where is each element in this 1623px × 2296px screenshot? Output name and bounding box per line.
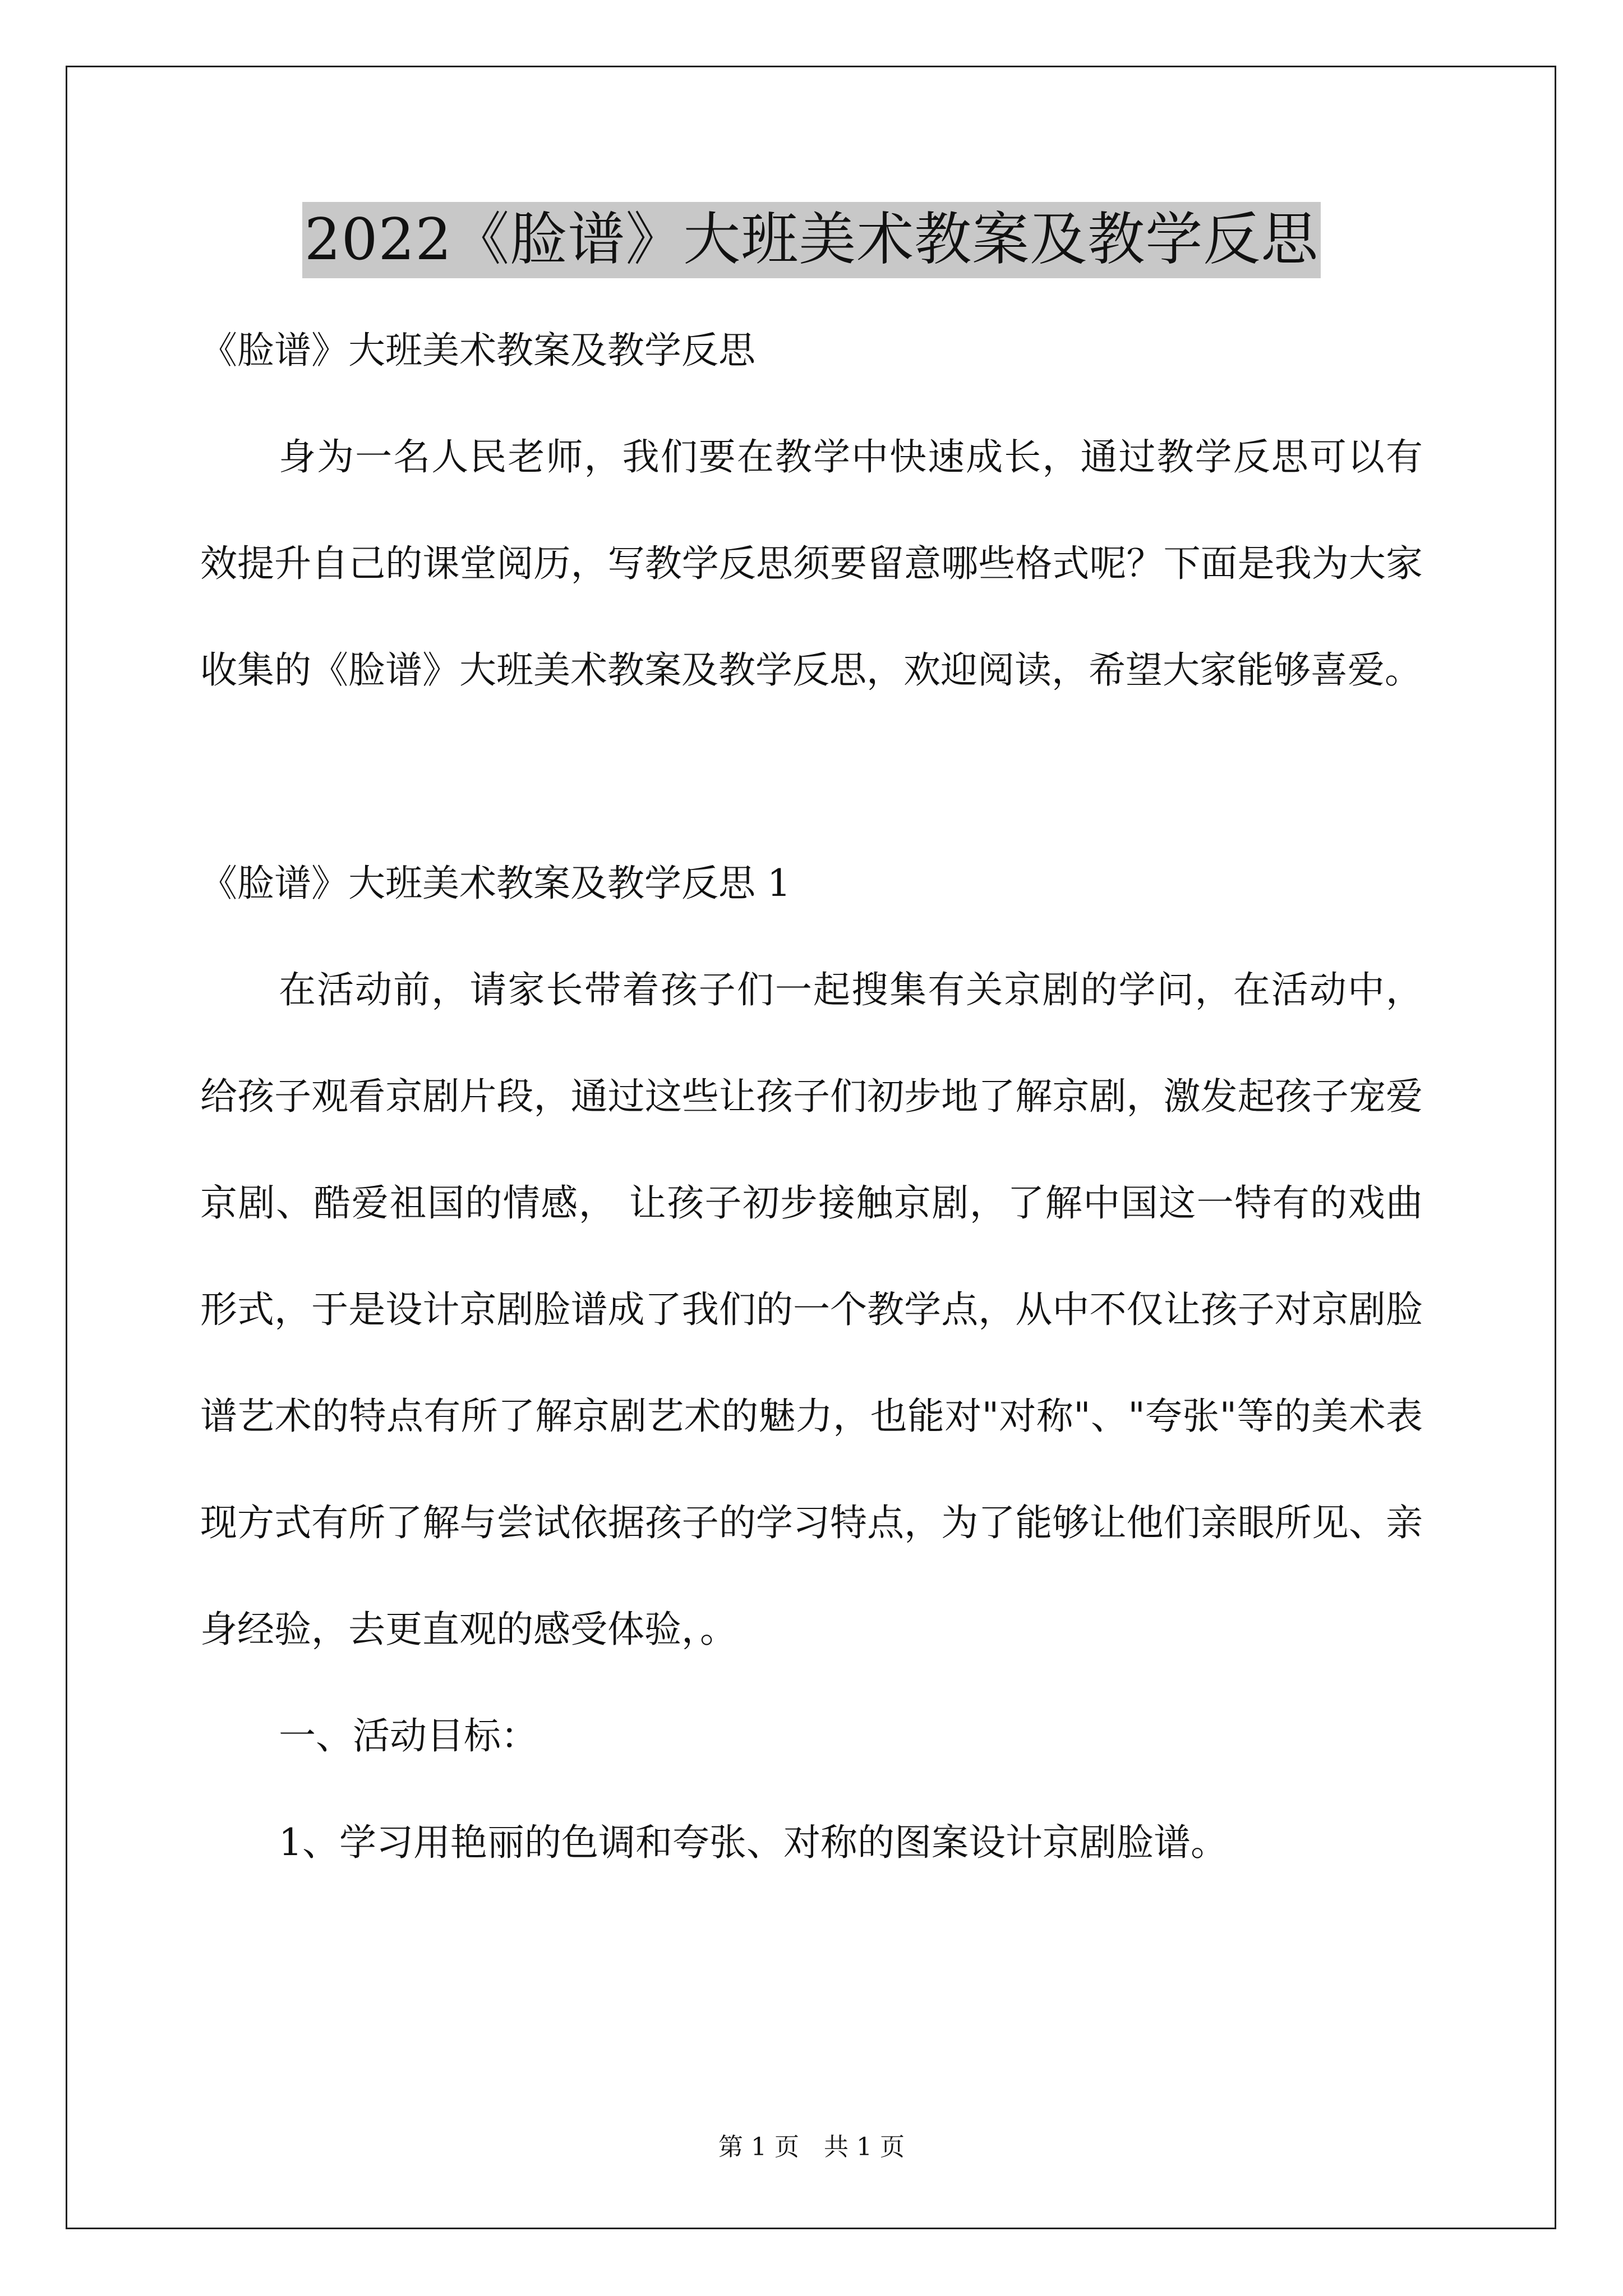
- goal-item-1: 1、学习用艳丽的色调和夸张、对称的图案设计京剧脸谱。: [279, 1821, 1228, 1864]
- title-container: [0, 202, 1623, 278]
- spacer: [200, 724, 1423, 830]
- page-footer: 第 1 页 共 1 页: [718, 2133, 905, 2161]
- document-title: 2022《脸谱》大班美术教案及教学反思: [302, 202, 1321, 278]
- document-body: [200, 297, 1423, 1896]
- goals-heading: 一、活动目标：: [279, 1714, 538, 1757]
- intro-paragraph: 身为一名人民老师，我们要在教学中快速成长，通过教学反思可以有效提升自己的课堂阅历，写教学反思须要留意哪些格式呢？下面是我为大家收集的《脸谱》大班美术教案及教学反思，欢迎阅读，希望大家能够喜爱。: [200, 435, 1423, 692]
- section-heading: 《脸谱》大班美术教案及教学反思 1: [200, 862, 791, 905]
- section-paragraph: 在活动前，请家长带着孩子们一起搜集有关京剧的学问，在活动中，给孩子观看京剧片段，通过这些让孩子们初步地了解京剧，激发起孩子宠爱京剧、酷爱祖国的情感， 让孩子初步接触京剧，了解中国这一特有的戏曲形式，于是设计京剧脸谱成了我们的一个教学点，从中不仅让孩子对京剧脸谱艺术的特点有所了解京剧艺术的魅力，也能对"对称"、"夸张"等的美术表现方式有所了解与尝试依据孩子的学习特点，为了能够让他们亲眼所见、亲身经验，去更直观的感受体验，。: [200, 968, 1423, 1651]
- document-heading: 《脸谱》大班美术教案及教学反思: [200, 329, 755, 372]
